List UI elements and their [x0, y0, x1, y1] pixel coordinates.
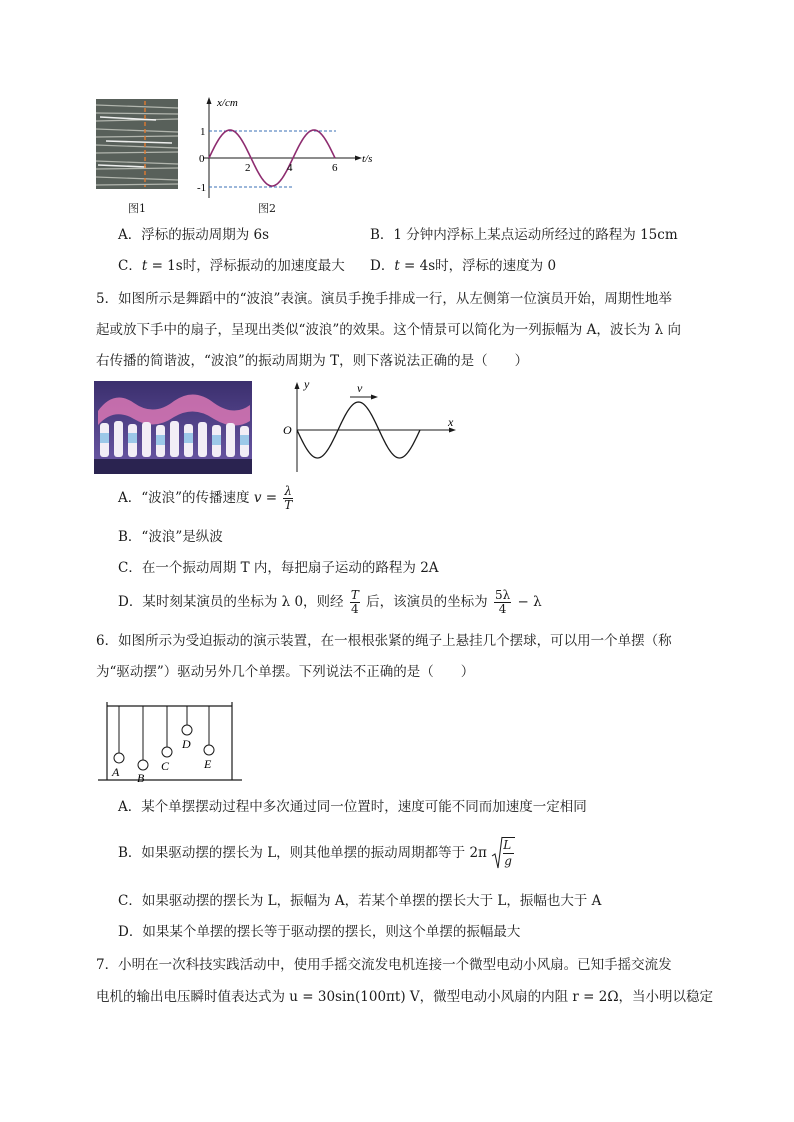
ball-b	[138, 760, 148, 770]
q5-d-den2: 4	[498, 602, 507, 616]
q5-option-c[interactable]: C．在一个振动周期 T 内，每把扇子运动的路程为 2A	[118, 560, 439, 576]
y-tick-1: 1	[200, 126, 206, 138]
velocity-label: v	[357, 381, 363, 395]
q5-option-b[interactable]: B．“波浪”是纵波	[118, 529, 223, 545]
x-tick-6: 6	[332, 162, 338, 174]
label-d: D	[182, 737, 191, 751]
label-e: E	[204, 757, 212, 771]
q4-d-prefix: D．	[370, 258, 395, 274]
q4-option-b[interactable]: B．1 分钟内浮标上某点运动所经过的路程为 15cm	[370, 227, 678, 243]
ball-a	[114, 753, 124, 763]
x-axis-arrow	[355, 156, 362, 161]
q5-option-a[interactable]	[118, 484, 295, 512]
x-tick-2: 2	[245, 162, 251, 174]
wave-origin-label: O	[283, 423, 292, 437]
q5-d-fraction2	[494, 589, 511, 616]
wave-graph	[280, 376, 460, 476]
ball-d	[182, 725, 192, 735]
q4-d-var: t	[394, 258, 400, 274]
q4-option-d[interactable]	[370, 256, 556, 276]
figure2-graph	[194, 94, 384, 204]
q6-b-den: g	[504, 854, 512, 868]
water-photo-image	[96, 99, 178, 189]
q4-d-rest: = 4s时，浮标的速度为 0	[399, 258, 557, 274]
q5-d-tail: − λ	[513, 594, 542, 610]
q5-a-eq: =	[261, 490, 282, 506]
q4-option-a[interactable]: A．浮标的振动周期为 6s	[118, 227, 270, 243]
x-tick-4: 4	[287, 162, 293, 174]
q5-option-d[interactable]	[118, 588, 542, 616]
velocity-arrowhead	[371, 395, 378, 400]
q6-option-a[interactable]: A．某个单摆摆动过程中多次通过同一位置时，速度可能不同而加速度一定相同	[118, 799, 587, 815]
label-c: C	[161, 759, 170, 773]
y-axis-label: x/cm	[217, 97, 238, 109]
q5-a-var: v	[253, 490, 262, 506]
q5-stem-line3: 右传播的简谐波，“波浪”的振动周期为 T，则下落说法正确的是（ ）	[96, 353, 529, 369]
q5-a-text: A．“波浪”的传播速度	[118, 490, 254, 506]
label-b: B	[137, 771, 145, 785]
q5-stem-line2: 起或放下手中的扇子，呈现出类似“波浪”的效果。这个情景可以简化为一列振幅为 A，波长为 λ 向	[96, 322, 681, 338]
ball-e	[204, 745, 214, 755]
y-axis-arrow	[207, 97, 212, 104]
x-axis-label: t/s	[362, 153, 373, 165]
q6-b-num: L	[503, 838, 512, 852]
q5-a-num: λ	[284, 484, 292, 498]
q4-c-rest: = 1s时，浮标振动的加速度最大	[147, 258, 345, 274]
q6-option-b[interactable]	[118, 836, 517, 870]
q5-d-text1: D．某时刻某演员的坐标为 λ 0，则经	[118, 594, 348, 610]
q6-b-text: B．如果驱动摆的摆长为 L，则其他单摆的振动周期都等于 2π	[118, 845, 487, 861]
q5-d-fraction1	[350, 589, 360, 616]
q7-stem-line1: 7．小明在一次科技实践活动中，使用手摇交流发电机连接一个微型电动小风扇。已知手摇交流发	[96, 957, 672, 973]
q6-stem-line2: 为“驱动摆”）驱动另外几个单摆。下列说法不正确的是（ ）	[96, 664, 475, 680]
q6-b-sqrt	[491, 836, 517, 870]
dance-photo	[94, 381, 252, 474]
label-a: A	[112, 765, 120, 779]
figure2-label: 图2	[258, 202, 276, 215]
q7-stem-line2: 电机的输出电压瞬时值表达式为 u = 30sin(100πt) V，微型电动小风扇的内阻 r = 2Ω，当小明以稳定	[96, 989, 714, 1005]
q6-option-c[interactable]: C．如果驱动摆的摆长为 L，振幅为 A，若某个单摆的摆长大于 L，振幅也大于 A	[118, 893, 602, 909]
q5-a-fraction	[283, 485, 293, 512]
figure1-label: 图1	[128, 202, 146, 215]
q5-d-text2: 后，该演员的坐标为	[361, 594, 492, 610]
q6-option-d[interactable]: D．如果某个单摆的摆长等于驱动摆的摆长，则这个单摆的振幅最大	[118, 924, 521, 940]
wave-dance-image	[94, 381, 252, 474]
q4-c-var: t	[141, 258, 148, 274]
origin-label: 0	[199, 153, 205, 165]
q4-c-prefix: C．	[118, 258, 142, 274]
q5-d-num: T	[350, 588, 359, 602]
q5-d-num2: 5λ	[494, 588, 511, 602]
q5-a-den: T	[284, 498, 293, 512]
wave-y-arrow	[295, 382, 300, 389]
wave-x-label: x	[448, 415, 454, 429]
q5-stem-line1: 5．如图所示是舞蹈中的“波浪”表演。演员手挽手排成一行，从左侧第一位演员开始，周期性地举	[96, 291, 672, 307]
q6-stem-line1: 6．如图所示为受迫振动的演示装置，在一根根张紧的绳子上悬挂几个摆球，可以用一个单摆（称	[96, 633, 672, 649]
wave-y-label: y	[304, 377, 310, 391]
y-tick-minus1: -1	[197, 182, 207, 194]
sqrt-sign-icon	[491, 836, 503, 870]
figure1-photo	[96, 99, 178, 189]
pendulum-apparatus	[96, 696, 244, 786]
ball-c	[162, 747, 172, 757]
q5-d-den: 4	[351, 602, 359, 616]
q4-option-c[interactable]	[118, 256, 345, 276]
